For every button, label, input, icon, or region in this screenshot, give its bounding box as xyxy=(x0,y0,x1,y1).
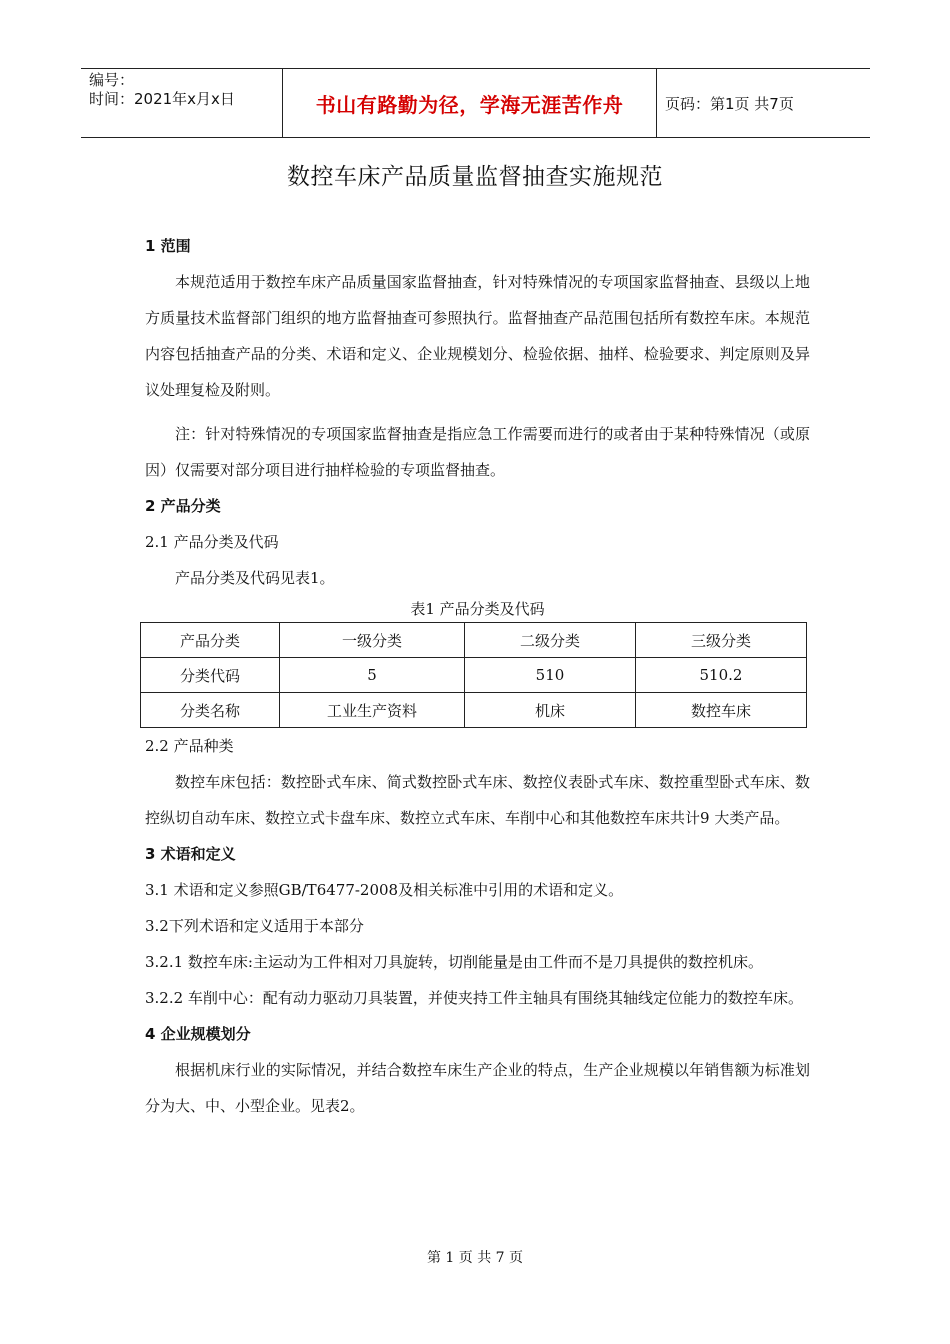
section-1-note: 注：针对特殊情况的专项国家监督抽查是指应急工作需要而进行的或者由于某种特殊情况（或原因）仅需要对部分项目进行抽样检验的专项监督抽查。 xyxy=(145,425,810,479)
section-1-heading: 1 范围 xyxy=(145,237,191,255)
section-3-heading: 3 术语和定义 xyxy=(145,845,236,863)
table-cell: 数控车床 xyxy=(636,693,807,728)
section-3-2-2: 3.2.2 车削中心：配有动力驱动刀具装置，并使夹持工件主轴具有围绕其轴线定位能力的数控车床。 xyxy=(145,989,803,1007)
page-code: 页码：第1页 共7页 xyxy=(665,94,794,113)
section-3-2: 3.2下列术语和定义适用于本部分 xyxy=(145,917,364,935)
table-cell: 三级分类 xyxy=(636,623,807,658)
section-4-paragraph: 根据机床行业的实际情况，并结合数控车床生产企业的特点，生产企业规模以年销售额为标准划分为大、中、小型企业。见表2。 xyxy=(145,1061,810,1115)
section-3-1: 3.1 术语和定义参照GB/T6477-2008及相关标准中引用的术语和定义。 xyxy=(145,881,624,899)
section-3-2-1: 3.2.1 数控车床:主运动为工件相对刀具旋转，切削能量是由工件而不是刀具提供的数控机床。 xyxy=(145,953,763,971)
section-2-heading: 2 产品分类 xyxy=(145,497,221,515)
section-4-heading: 4 企业规模划分 xyxy=(145,1025,251,1043)
time-label: 时间：2021年x月x日 xyxy=(89,90,235,108)
table-cell: 分类代码 xyxy=(141,658,280,693)
table-cell: 机床 xyxy=(465,693,636,728)
document-body xyxy=(145,228,810,1124)
page-footer: 第 1 页 共 7 页 xyxy=(426,1250,524,1266)
table-cell: 510 xyxy=(465,658,636,693)
table-cell: 二级分类 xyxy=(465,623,636,658)
section-2-2-text: 数控车床包括：数控卧式车床、简式数控卧式车床、数控仪表卧式车床、数控重型卧式车床、数控纵切自动车床、数控立式卡盘车床、数控立式车床、车削中心和其他数控车床共计9 大类产品。 xyxy=(145,773,810,827)
section-1-paragraph: 本规范适用于数控车床产品质量国家监督抽查，针对特殊情况的专项国家监督抽查、县级以上地方质量技术监督部门组织的地方监督抽查可参照执行。监督抽查产品范围包括所有数控车床。本规范内容包括抽查产品的分类、术语和定义、企业规模划分、检验依据、抽样、检验要求、判定原则及异议处理复检及附则。 xyxy=(145,273,810,399)
section-2-1-heading: 2.1 产品分类及代码 xyxy=(145,533,279,551)
table-cell: 5 xyxy=(280,658,465,693)
table-caption: 表1 产品分类及代码 xyxy=(410,600,545,618)
document-title: 数控车床产品质量监督抽查实施规范 xyxy=(287,164,663,190)
header-meta xyxy=(89,71,279,109)
page-header xyxy=(81,68,870,138)
table-cell: 工业生产资料 xyxy=(280,693,465,728)
motto-box xyxy=(282,69,657,137)
table-row xyxy=(141,658,807,693)
table-cell: 分类名称 xyxy=(141,693,280,728)
number-label: 编号： xyxy=(89,71,135,89)
table-row xyxy=(141,693,807,728)
table-row xyxy=(141,623,807,658)
section-2-1-text: 产品分类及代码见表1。 xyxy=(175,569,335,587)
section-2-2-heading: 2.2 产品种类 xyxy=(145,737,234,755)
table-cell: 510.2 xyxy=(636,658,807,693)
motto-text: 书山有路勤为径，学海无涯苦作舟 xyxy=(315,92,624,117)
table-cell: 一级分类 xyxy=(280,623,465,658)
table-cell: 产品分类 xyxy=(141,623,280,658)
classification-table xyxy=(140,622,807,728)
